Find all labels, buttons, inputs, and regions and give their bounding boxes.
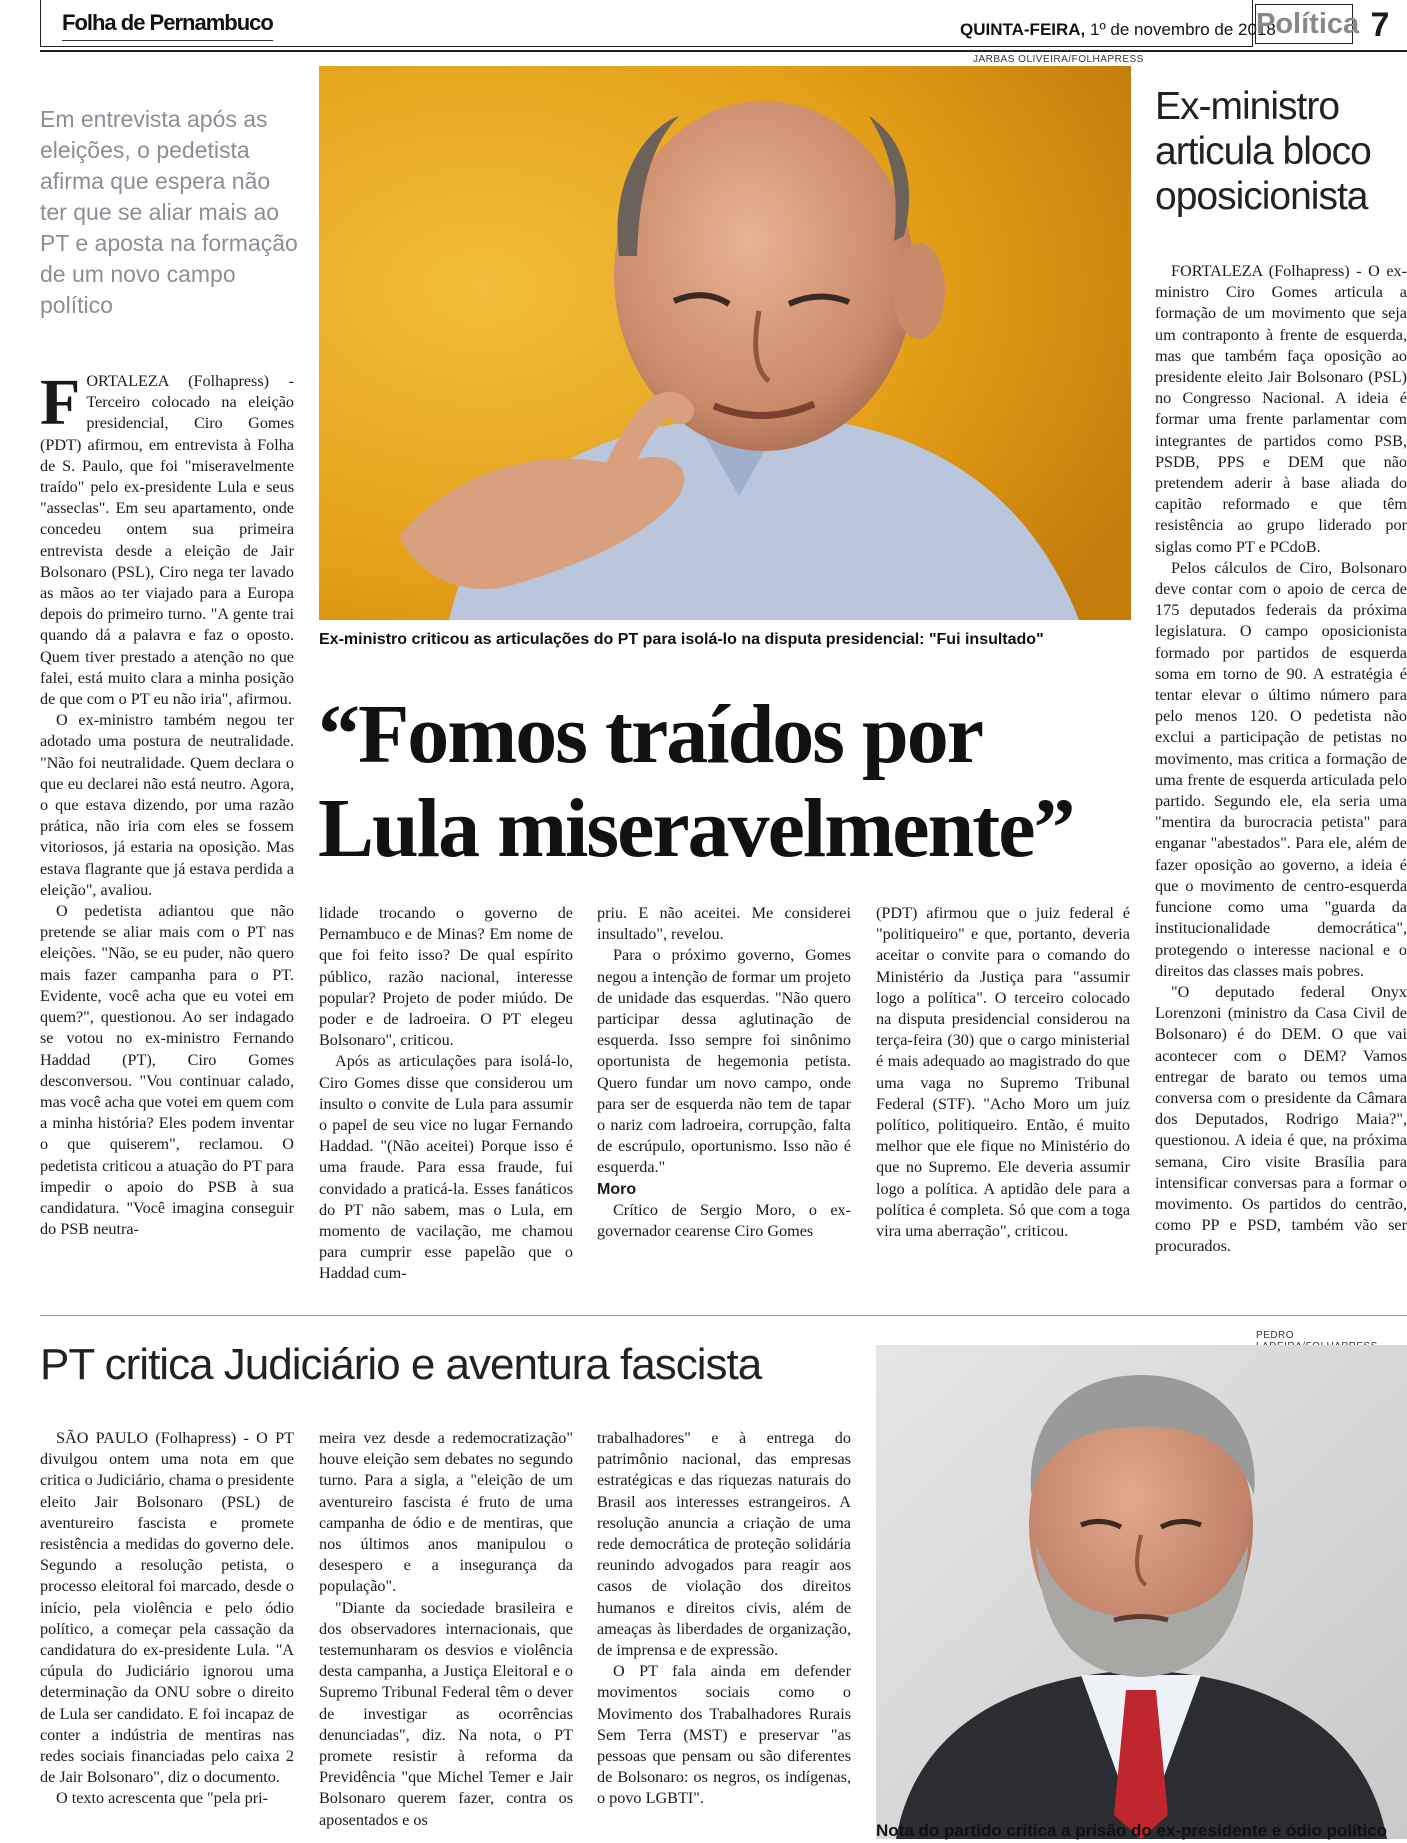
drop-cap: F <box>40 366 81 439</box>
portrait-illustration-ciro <box>319 66 1131 620</box>
page-number: 7 <box>1370 6 1390 44</box>
edition-weekday: QUINTA-FEIRA, <box>960 20 1086 39</box>
photo-credit-main: JARBAS OLIVEIRA/FOLHAPRESS <box>973 54 1144 65</box>
bottom-story-column-3 <box>597 1428 851 1810</box>
bottom-col3-paragraph: O PT fala ainda em defender movimentos sociais como o Movimento dos Trabalhadores Rurais Sem Terra (MST) e preservar "as pessoas que pensam ou são diferentes de Bolsonaro: os negros, os indígenas, o povo LGBTI". <box>597 1662 851 1808</box>
side-paragraph: Pelos cálculos de Ciro, Bolsonaro deve contar com o apoio de cerca de 175 deputados federais da próxima legislatura. O campo oposicionista formado por partidos de esquerda soma em torno de 90. A estratégia é tentar elevar o último número para pelo menos 120. O pedetista não exclui a participação de petistas no movimento, mas critica a formação de uma frente de esquerda articulada pelo partido. Segundo ele, ela seria uma "mentira da burocracia petista" para enganar "abestados". Para ele, além de fazer oposição ao governo, a ideia é que o movimento de centro-esquerda funcione como uma "guarda da institucionalidade democrática", protegendo o interesse nacional e o direitos das classes mais pobres. <box>1155 558 1407 980</box>
bottom-headline: PT critica Judiciário e aventura fascista <box>40 1340 762 1389</box>
main-col4-paragraph: (PDT) afirmou que o juiz federal é "politiqueiro" e que, portanto, deveria aceitar o convite para o comando do Ministério da Justiça para "assumir logo a política". O terceiro colocado na disputa presidencial considerou na terça-feira (30) que o cargo ministerial é mais adequado ao magistrado do que uma vaga no Supremo Tribunal Federal (STF). "Acho Moro um juiz político, politiqueiro. Então, é muito melhor que ele fique no Ministério do que no Supremo. Ele deveria assumir logo a política. A aptidão dele para a política é completa. Só que com a toga vira uma aberração", criticou. <box>876 904 1130 1241</box>
section-label: Política <box>1255 4 1353 44</box>
section-divider <box>40 1315 1407 1316</box>
newspaper-name: Folha de Pernambuco <box>62 10 273 35</box>
main-col2-paragraph: lidade trocando o governo de Pernambuco e de Minas? Em nome de que foi feito isso? De qual espírito público, razão nacional, interesse popular? Projeto de poder miúdo. De poder e de ladroeira. O PT elegeu Bolsonaro", criticou. <box>319 904 573 1050</box>
bottom-story-column-2 <box>319 1428 573 1831</box>
main-col1-paragraph: O ex-ministro também negou ter adotado uma postura de neutralidade. "Não foi neutralidade. Quem declara o que eu declarei não está neutro. Agora, o que estava dizendo, por uma razão prática, não iria com eles se fossem vitoriosos, já estaria na oposição. Mas estava flagrante que já estava perdida a eleição", avaliou. <box>40 711 294 899</box>
story-dek: Em entrevista após as eleições, o pedetista afirma que espera não ter que se aliar mais ao PT e aposta na formação de um novo campo político <box>40 106 298 318</box>
main-photo-caption: Ex-ministro criticou as articulações do PT para isolá-lo na disputa presidencial: "Fui insultado" <box>319 631 1044 648</box>
side-paragraph: FORTALEZA (Folhapress) - O ex-ministro Ciro Gomes articula a formação de um movimento que seja um contraponto à frente de esquerda, mas que também faça oposição ao presidente eleito Jair Bolsonaro (PSL) no Congresso Nacional. A ideia é formar uma frente parlamentar com integrantes de partidos como PSB, PSDB, PPS e DEM que não pretendem aderir à base aliada do capitão reformado e que têm resistência ao grupo liderado por siglas como PT e PCdoB. <box>1155 262 1407 556</box>
bottom-photo <box>876 1345 1407 1839</box>
page-header <box>40 0 1407 52</box>
edition-date <box>960 20 1276 40</box>
bottom-story-column-1 <box>40 1428 294 1810</box>
main-col2-paragraph: Após as articulações para isolá-lo, Ciro Gomes disse que considerou um insulto o convite de Lula para assumir o papel de seu vice no lugar Fernando Haddad. "(Não aceitei) Porque isso é uma fraude. Para essa fraude, fui convidado a praticá-la. Esses fanáticos do PT não sabem, mas o Lula, em momento de vacilação, me chamou para cumprir esse papelão que o Haddad cum- <box>319 1052 573 1283</box>
bottom-col2-paragraph: meira vez desde a redemocratização" houve eleição sem debates no segundo turno. Para a sigla, a "eleição de um aventureiro fascista é fruto de uma campanha de ódio e de mentiras, que nos últimos anos manipulou o desespero e a insegurança da população". <box>319 1429 573 1596</box>
main-col1-paragraph: O pedetista adiantou que não pretende se aliar mais com o PT nas eleições. "Não, se eu puder, não quero mais fazer campanha para o PT. Evidente, você acha que eu votei em quem?", questionou. Ao ser indagado se votou no ex-ministro Fernando Haddad (PT), Ciro Gomes desconversou. "Vou continuar calado, mas você acha que votei em quem com a minha história? Eles podem inventar o que quiserem", reclamou. O pedetista criticou a atuação do PT para impedir o apoio do PSB à sua candidatura. "Você imagina conseguir do PSB neutra- <box>40 902 294 1239</box>
main-photo <box>319 66 1131 620</box>
main-story-column-2 <box>319 903 573 1285</box>
main-col1-paragraph: ORTALEZA (Folhapress) - Terceiro colocado na eleição presidencial, Ciro Gomes (PDT) afirmou, em entrevista à Folha de S. Paulo, que foi "miseravelmente traído" pelo ex-presidente Lula e seus "asseclas". Em seu apartamento, onde concedeu ontem sua primeira entrevista desde a eleição de Jair Bolsonaro (PSL), Ciro nega ter lavado as mãos ao ter viajado para a Europa depois do primeiro turno. "A gente trai quando dá a palavra e faz o oposto. Quem tiver prestado a atenção no que falei, está muito clara a minha posição de que com o PT eu não iria", afirmou. <box>40 372 294 709</box>
bottom-photo-caption: Nota do partido critica a prisão do ex-presidente e ódio político <box>876 1821 1388 1840</box>
main-story-column-3 <box>597 903 851 1242</box>
main-col3-paragraph: Para o próximo governo, Gomes negou a intenção de formar um projeto de unidade das esquerdas. "Não quero participar dessa aglutinação de esquerda. Isso sempre foi sinônimo oportunista de hegemonia petista. Quero fundar um novo campo, onde para ser de esquerda não tem de tapar o nariz com ladroeira, corrupção, falta de escrúpulo, oportunismo. Isso não é esquerda." <box>597 946 851 1177</box>
bottom-col1-paragraph: SÃO PAULO (Folhapress) - O PT divulgou ontem uma nota em que critica o Judiciário, chama o presidente eleito Jair Bolsonaro (PSL) de aventureiro fascista e promete resistência a medidas do governo dele. Segundo a resolução petista, o processo eleitoral foi marcado, desde o início, pela violência e pelo ódio político, a começar pela cassação da candidatura do ex-presidente Lula. "A cúpula do Judiciário ignorou uma determinação da ONU sobre o direito de Lula ser candidato. E foi incapaz de conter a indústria de mentiras nas redes sociais financiadas pelo caixa 2 de Jair Bolsonaro", diz o documento. <box>40 1429 294 1787</box>
subhead-moro: Moro <box>597 1180 637 1198</box>
bottom-col2-paragraph: "Diante da sociedade brasileira e dos observadores internacionais, que testemunharam os desvios e violência desta campanha, a Justiça Eleitoral e o Supremo Tribunal Federal têm o dever de investigar as ocorrências denunciadas", diz. Na nota, o PT promete resistir à reforma da Previdência "que Michel Temer e Jair Bolsonaro querem fazer, contra os aposentados e os <box>319 1598 573 1829</box>
portrait-illustration-lula <box>876 1345 1407 1839</box>
bottom-col1-paragraph: O texto acrescenta que "pela pri- <box>56 1789 268 1808</box>
main-col3-paragraph: priu. E não aceitei. Me considerei insultado", revelou. <box>597 904 851 944</box>
main-col3-paragraph: Crítico de Sergio Moro, o ex-governador cearense Ciro Gomes <box>597 1200 851 1241</box>
main-story-column-4 <box>876 903 1130 1242</box>
main-story-column-1 <box>40 366 294 1240</box>
main-headline: “Fomos traídos por Lula miseravelmente” <box>318 688 1074 875</box>
side-paragraph: "O deputado federal Onyx Lorenzoni (ministro da Casa Civil de Bolsonaro) é do DEM. O que vai acontecer com o DEM? Vamos entregar de barato ou temos uma conversa com o presidente da Câmara dos Deputados, Rodrigo Maia?", questionou. A ideia é que, na próxima semana, Ciro visite Brasília para intensificar conversas para a formar o movimento. Os partidos do centrão, como PP e PSD, também vão ser procurados. <box>1155 982 1407 1256</box>
edition-date-text: 1º de novembro de 2018 <box>1090 20 1276 39</box>
side-story-body <box>1155 261 1407 1258</box>
photo-credit-bottom: PEDRO <box>1256 1330 1295 1341</box>
bottom-col3-paragraph: trabalhadores" e à entrega do patrimônio nacional, das empresas estratégicas e das riquezas naturais do Brasil aos interesses estrangeiros. A resolução anuncia a criação de uma rede democrática de proteção solidária reunindo advogados para reagir aos casos de violação dos direitos humanos e direitos civis, além de ameaças às liberdades de organização, de imprensa e de expressão. <box>597 1429 851 1660</box>
side-headline: Ex-ministro articula bloco oposicionista <box>1155 85 1371 218</box>
